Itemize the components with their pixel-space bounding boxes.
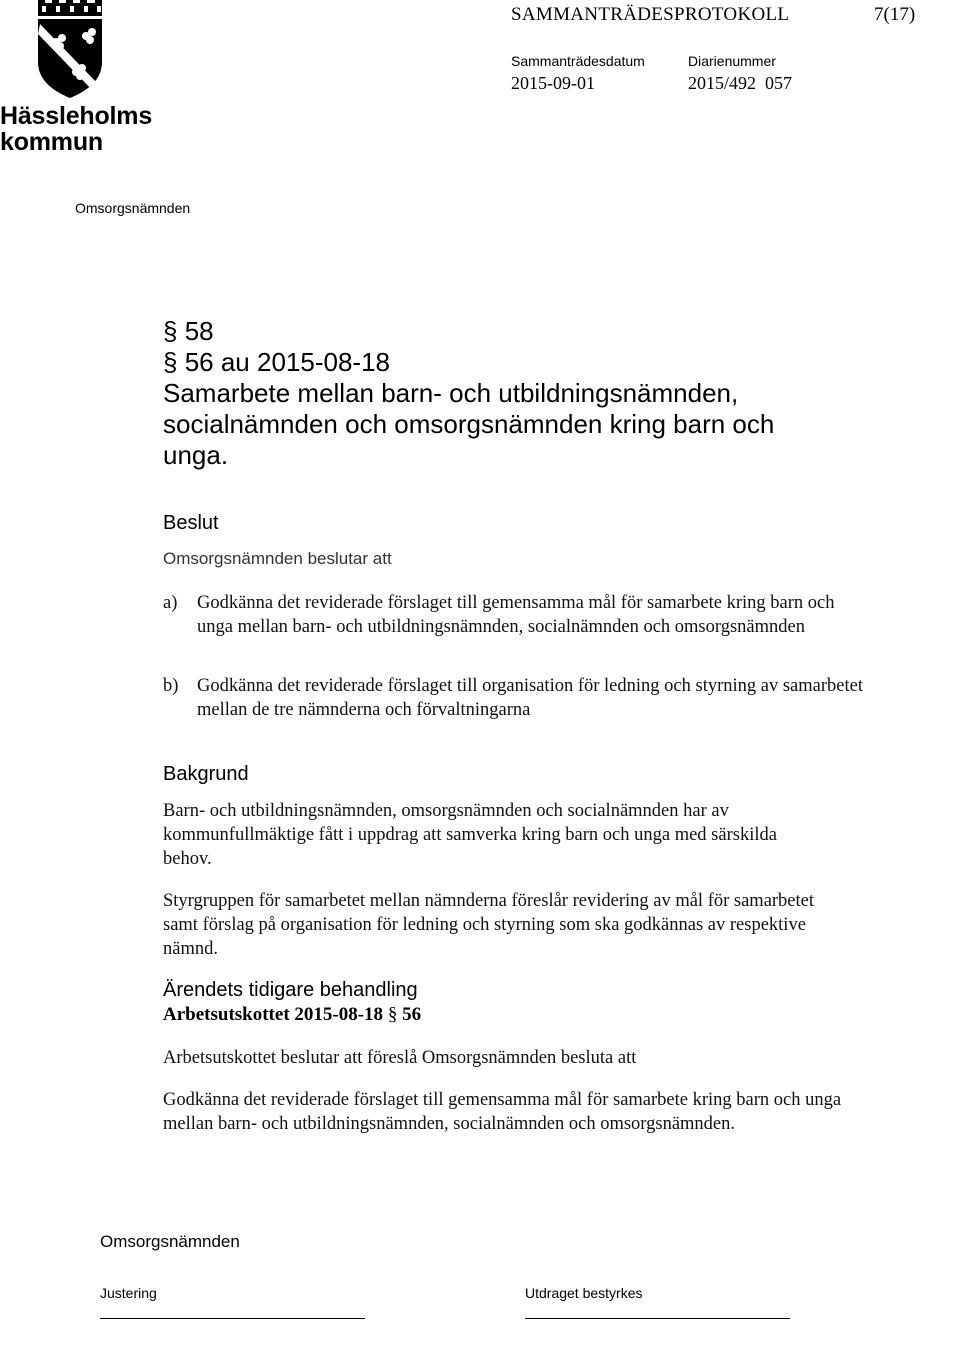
paragraph-symbol: § bbox=[163, 316, 178, 346]
decision-item-text: Godkänna det reviderade förslaget till gemensamma mål för samarbete kring barn och unga mellan barn- och utbildningsnämnden, socialnämnden och omsorgsnämnden bbox=[197, 593, 835, 637]
committee-reference-number: 56 bbox=[402, 1004, 422, 1025]
paragraph-symbol: § bbox=[387, 1004, 398, 1025]
section-title-line1: Samarbete mellan barn- och utbildningsnämnden, bbox=[163, 378, 739, 408]
previous-handling-paragraph-2: Godkänna det reviderade förslaget till gemensamma mål för samarbete kring barn och unga mellan barn- och utbildningsnämnden, socialnämnden och omsorgsnämnden. bbox=[163, 1090, 842, 1134]
section-heading bbox=[163, 316, 883, 471]
decision-item-marker: a) bbox=[163, 593, 178, 613]
case-number-label: Diarienummer bbox=[688, 53, 776, 69]
hassleholm-coat-of-arms-icon bbox=[0, 0, 150, 100]
meeting-date-value: 2015-09-01 bbox=[511, 73, 595, 93]
municipality-name-line2: kommun bbox=[0, 128, 103, 156]
decision-intro: Omsorgsnämnden beslutar att bbox=[163, 549, 392, 568]
document-type-title: SAMMANTRÄDESPROTOKOLL bbox=[511, 4, 790, 25]
case-number-value: 2015/492 057 bbox=[688, 73, 793, 93]
municipality-logo bbox=[0, 0, 153, 156]
page-number: 7(17) bbox=[874, 4, 916, 25]
section-ref: 56 au 2015-08-18 bbox=[184, 347, 390, 377]
previous-handling-paragraph-1: Arbetsutskottet beslutar att föreslå Omsorgsnämnden besluta att bbox=[163, 1048, 637, 1068]
decision-heading: Beslut bbox=[163, 512, 219, 534]
background-paragraph-2: Styrgruppen för samarbetet mellan nämnderna föreslår revidering av mål för samarbetet samt förslag på organisation för ledning och styrning som ska godkännas av respektive nämnd. bbox=[163, 891, 815, 959]
committee-reference-label: Arbetsutskottet 2015-08-18 bbox=[163, 1004, 384, 1025]
footer-certified-label: Utdraget bestyrkes bbox=[525, 1285, 643, 1301]
paragraph-symbol: § bbox=[163, 347, 178, 377]
section-number: 58 bbox=[184, 316, 214, 346]
committee-reference-line bbox=[163, 1004, 421, 1026]
decision-item-b bbox=[163, 674, 863, 722]
decision-item-a bbox=[163, 591, 863, 639]
section-ref-line bbox=[163, 347, 883, 378]
municipality-name-line1: Hässleholms bbox=[0, 102, 153, 130]
footer-justering-label: Justering bbox=[100, 1285, 157, 1301]
section-title-line2: socialnämnden och omsorgsnämnden kring barn och bbox=[163, 409, 775, 439]
decision-item-text: Godkänna det reviderade förslaget till organisation för ledning och styrning av samarbetet mellan de tre nämnderna och förvaltningarna bbox=[197, 676, 863, 720]
meeting-date-label: Sammanträdesdatum bbox=[511, 53, 645, 69]
certified-signature-line bbox=[525, 1318, 790, 1319]
section-title-line3: unga. bbox=[163, 440, 229, 470]
municipality-name bbox=[0, 103, 152, 155]
justering-signature-line bbox=[100, 1318, 365, 1319]
background-paragraph-1: Barn- och utbildningsnämnden, omsorgsnämnden och socialnämnden har av kommunfullmäktige fått i uppdrag att samverka kring barn och unga med särskilda behov. bbox=[163, 801, 777, 869]
footer-committee-name: Omsorgsnämnden bbox=[100, 1232, 240, 1251]
previous-handling-heading: Ärendets tidigare behandling bbox=[163, 979, 418, 1001]
committee-name: Omsorgsnämnden bbox=[75, 200, 191, 216]
decision-item-marker: b) bbox=[163, 676, 179, 696]
section-number-line bbox=[163, 316, 883, 347]
background-heading: Bakgrund bbox=[163, 763, 249, 785]
